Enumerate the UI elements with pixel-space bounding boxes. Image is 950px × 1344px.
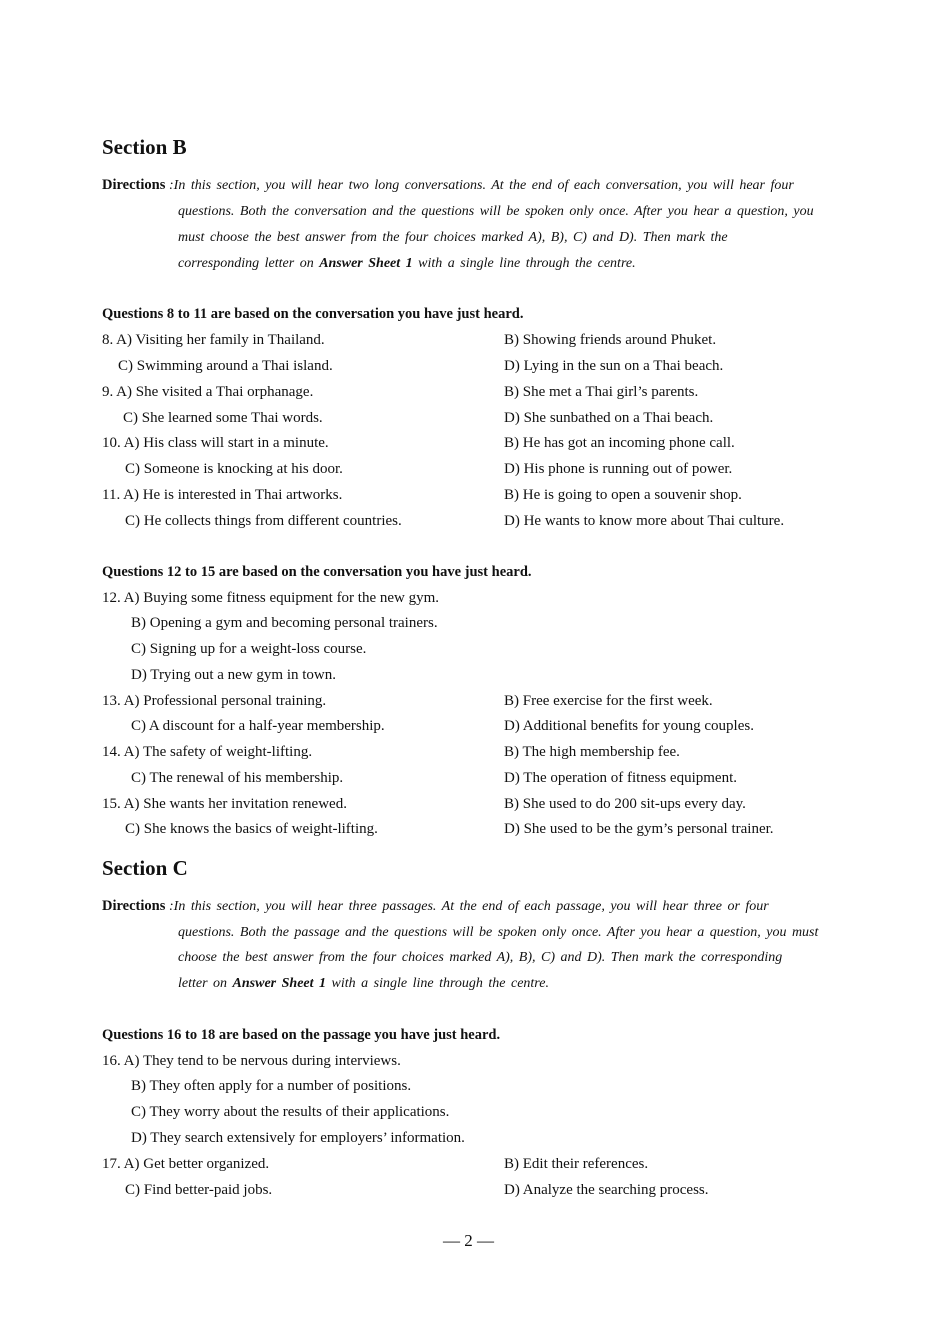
option-8d: D) Lying in the sun on a Thai beach. <box>504 358 724 374</box>
option-9a: 9. A) She visited a Thai orphanage. <box>102 384 314 400</box>
directions-text: letter on <box>178 976 233 991</box>
section-c-directions-label: Directions <box>102 898 166 914</box>
option-10c: C) Someone is knocking at his door. <box>125 461 343 477</box>
section-c-directions-line-1: :In this section, you will hear three passages. At the end of each passage, you will hear three or four <box>169 899 769 914</box>
option-9c: C) She learned some Thai words. <box>123 410 323 426</box>
answer-sheet-label: Answer Sheet 1 <box>232 976 327 991</box>
group-8-11-heading: Questions 8 to 11 are based on the conversation you have just heard. <box>102 306 524 322</box>
option-15b: B) She used to do 200 sit-ups every day. <box>504 796 746 812</box>
option-17b: B) Edit their references. <box>504 1156 649 1172</box>
section-b-directions-line-1: :In this section, you will hear two long conversations. At the end of each conversation, you will hear four <box>169 178 794 193</box>
option-14a: 14. A) The safety of weight-lifting. <box>102 744 313 760</box>
section-b-title: Section B <box>102 135 187 159</box>
option-15a: 15. A) She wants her invitation renewed. <box>102 796 347 812</box>
option-8c: C) Swimming around a Thai island. <box>118 358 333 374</box>
section-b-directions-line-3: must choose the best answer from the four choices marked A), B), C) and D). Then mark the <box>178 230 728 245</box>
option-13c: C) A discount for a half-year membership. <box>131 718 385 734</box>
section-c-title: Section C <box>102 856 188 880</box>
option-13b: B) Free exercise for the first week. <box>504 693 713 709</box>
option-11c: C) He collects things from different countries. <box>125 513 402 529</box>
option-17d: D) Analyze the searching process. <box>504 1182 709 1198</box>
option-16c: C) They worry about the results of their applications. <box>131 1104 450 1120</box>
group-12-15-heading: Questions 12 to 15 are based on the conversation you have just heard. <box>102 564 532 580</box>
option-15c: C) She knows the basics of weight-lifting. <box>125 821 378 837</box>
option-11d: D) He wants to know more about Thai culture. <box>504 513 785 529</box>
option-11a: 11. A) He is interested in Thai artworks. <box>102 487 343 503</box>
directions-text: corresponding letter on <box>178 256 320 271</box>
section-b-directions-line-4 <box>178 256 636 272</box>
option-17a: 17. A) Get better organized. <box>102 1156 270 1172</box>
option-12c: C) Signing up for a weight-loss course. <box>131 641 367 657</box>
option-12b: B) Opening a gym and becoming personal trainers. <box>131 615 438 631</box>
option-16b: B) They often apply for a number of positions. <box>131 1078 412 1094</box>
directions-text: with a single line through the centre. <box>326 976 549 991</box>
section-c-directions-line-3: choose the best answer from the four choices marked A), B), C) and D). Then mark the corresponding <box>178 950 783 965</box>
option-10b: B) He has got an incoming phone call. <box>504 435 735 451</box>
option-13d: D) Additional benefits for young couples. <box>504 718 754 734</box>
option-10d: D) His phone is running out of power. <box>504 461 733 477</box>
option-11b: B) He is going to open a souvenir shop. <box>504 487 742 503</box>
option-15d: D) She used to be the gym’s personal trainer. <box>504 821 774 837</box>
option-8a: 8. A) Visiting her family in Thailand. <box>102 332 325 348</box>
option-14c: C) The renewal of his membership. <box>131 770 344 786</box>
section-b-directions-label: Directions <box>102 177 166 193</box>
section-c-directions-line-4 <box>178 976 549 992</box>
section-b-directions-line-2: questions. Both the conversation and the questions will be spoken only once. After you hear a question, you <box>178 204 814 219</box>
option-16d: D) They search extensively for employers’ information. <box>131 1130 465 1146</box>
option-10a: 10. A) His class will start in a minute. <box>102 435 329 451</box>
answer-sheet-label: Answer Sheet 1 <box>319 256 413 271</box>
option-12d: D) Trying out a new gym in town. <box>131 667 337 683</box>
option-12a: 12. A) Buying some fitness equipment for the new gym. <box>102 590 440 606</box>
group-16-18-heading: Questions 16 to 18 are based on the passage you have just heard. <box>102 1027 501 1043</box>
option-17c: C) Find better-paid jobs. <box>125 1182 273 1198</box>
option-14b: B) The high membership fee. <box>504 744 680 760</box>
section-c-directions-line-2: questions. Both the passage and the questions will be spoken only once. After you hear a question, you must <box>178 925 819 940</box>
option-8b: B) Showing friends around Phuket. <box>504 332 717 348</box>
option-16a: 16. A) They tend to be nervous during interviews. <box>102 1053 401 1069</box>
option-9b: B) She met a Thai girl’s parents. <box>504 384 699 400</box>
option-14d: D) The operation of fitness equipment. <box>504 770 737 786</box>
option-9d: D) She sunbathed on a Thai beach. <box>504 410 714 426</box>
page-number: — 2 — <box>443 1231 494 1250</box>
directions-text: with a single line through the centre. <box>412 256 636 271</box>
option-13a: 13. A) Professional personal training. <box>102 693 327 709</box>
